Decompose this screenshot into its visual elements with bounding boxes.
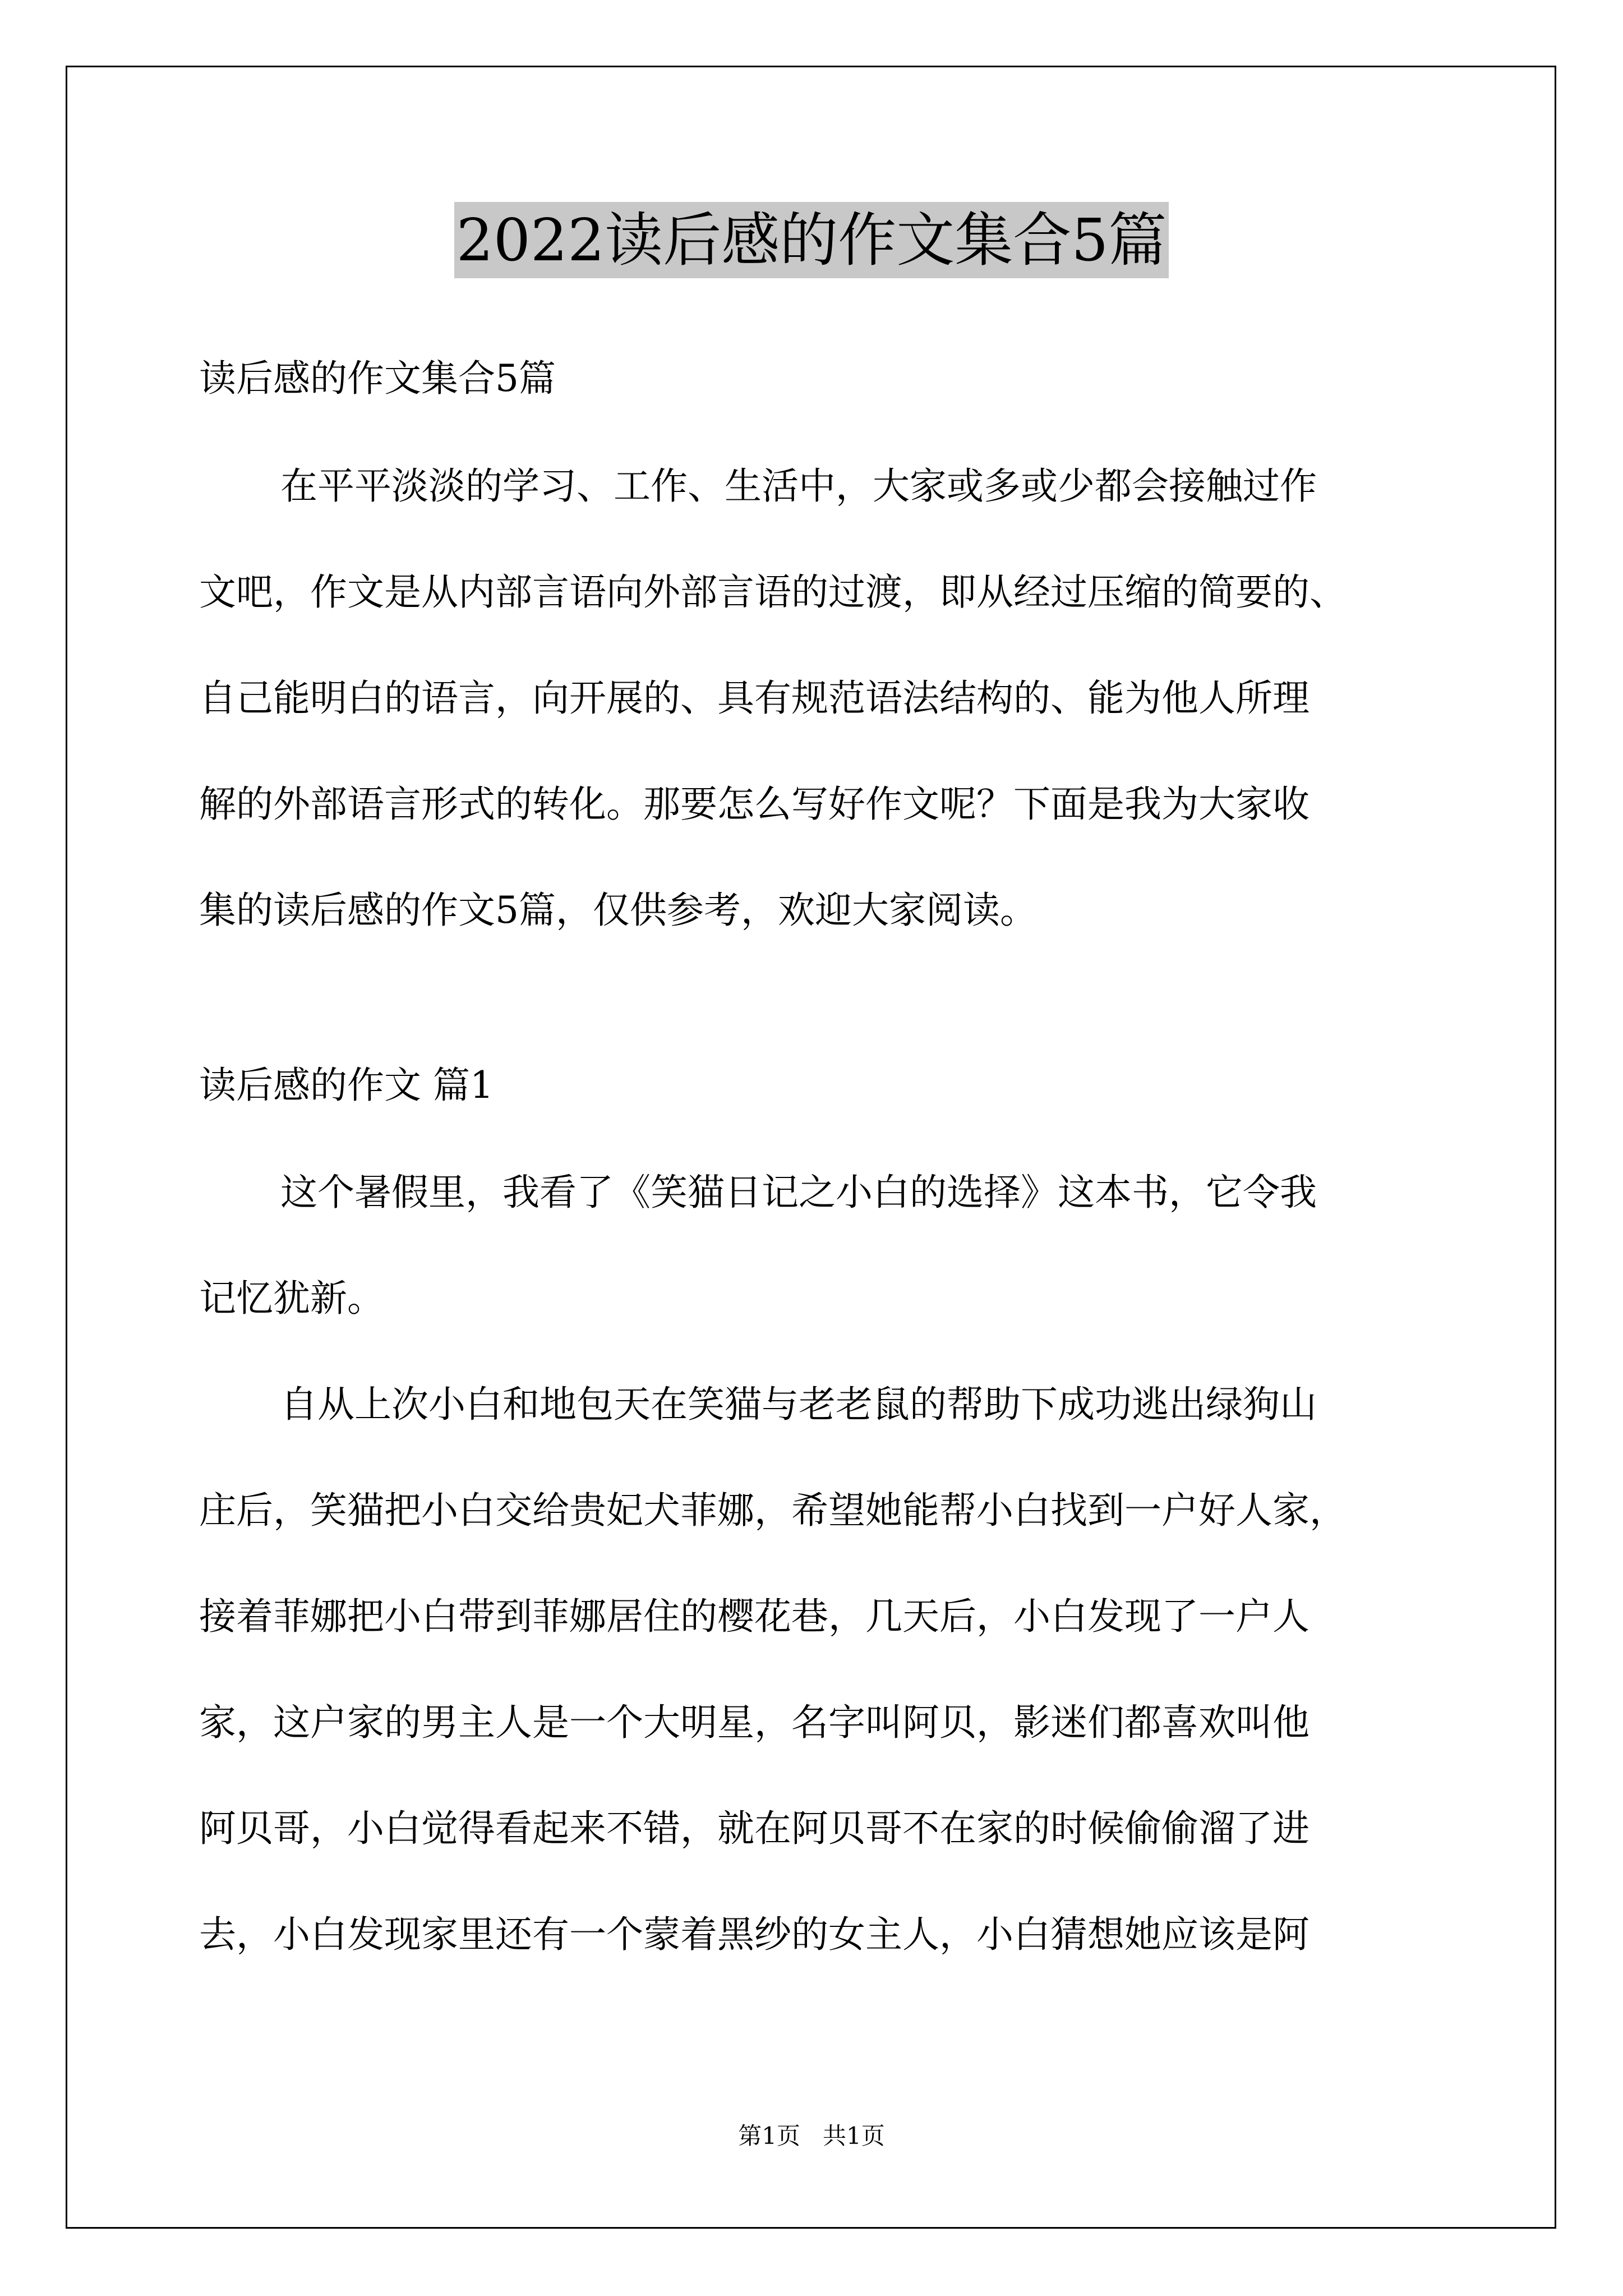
paragraph-line: 这个暑假里，我看了《笑猫日记之小白的选择》这本书，它令我 xyxy=(280,1171,1317,1214)
paragraph-line: 接着菲娜把小白带到菲娜居住的樱花巷，几天后，小白发现了一户人 xyxy=(199,1595,1310,1638)
section-heading: 读后感的作文 篇1 xyxy=(199,1064,494,1107)
title-container xyxy=(0,202,1623,278)
document-title: 2022读后感的作文集合5篇 xyxy=(454,202,1169,278)
intro-line: 解的外部语言形式的转化。那要怎么写好作文呢？下面是我为大家收 xyxy=(199,783,1310,826)
paragraph-line: 庄后，笑猫把小白交给贵妃犬菲娜，希望她能帮小白找到一户好人家， xyxy=(199,1489,1347,1532)
paragraph-line: 自从上次小白和地包天在笑猫与老老鼠的帮助下成功逃出绿狗山 xyxy=(280,1383,1317,1426)
intro-line: 自己能明白的语言，向开展的、具有规范语法结构的、能为他人所理 xyxy=(199,677,1310,720)
page-footer: 第1页 共1页 xyxy=(738,2122,885,2150)
intro-line: 文吧，作文是从内部言语向外部言语的过渡，即从经过压缩的简要的、 xyxy=(199,570,1347,614)
paragraph-line: 去，小白发现家里还有一个蒙着黑纱的女主人，小白猜想她应该是阿 xyxy=(199,1913,1310,1956)
intro-line: 在平平淡淡的学习、工作、生活中，大家或多或少都会接触过作 xyxy=(280,464,1317,508)
intro-line: 集的读后感的作文5篇，仅供参考，欢迎大家阅读。 xyxy=(199,889,1037,932)
paragraph-line: 阿贝哥，小白觉得看起来不错，就在阿贝哥不在家的时候偷偷溜了进 xyxy=(199,1807,1310,1850)
paragraph-line: 家，这户家的男主人是一个大明星，名字叫阿贝，影迷们都喜欢叫他 xyxy=(199,1701,1310,1744)
document-subtitle: 读后感的作文集合5篇 xyxy=(199,357,556,400)
paragraph-line: 记忆犹新。 xyxy=(199,1277,384,1320)
